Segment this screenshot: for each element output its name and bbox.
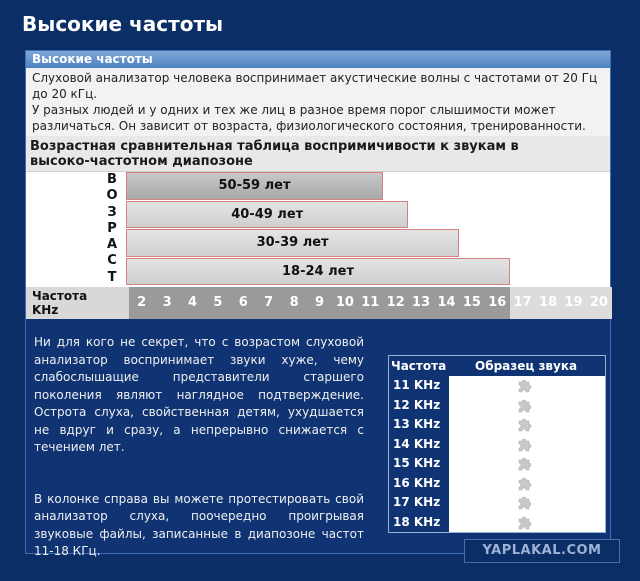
sound-row [389,513,605,533]
puzzle-plugin-icon[interactable] [515,515,533,531]
sound-row-frequency: 18 KHz [393,514,441,529]
chart-title [26,136,610,172]
frequency-tick: 18 [535,287,560,319]
frequency-label-line-2: KHz [32,303,59,317]
age-bar: 18-24 лет [126,258,510,286]
frequency-tick: 11 [358,287,383,319]
age-letter: З [107,204,117,220]
intro-paragraph-2: У разных людей и у одних и тех же лиц в разное время порог слышимости может различаться. Он зависит от возраста, физиологического состояния, тренированности. [32,103,586,133]
sound-row-frequency: 11 KHz [393,378,441,392]
age-bar: 50-59 лет [126,172,383,200]
frequency-tick: 19 [561,287,586,319]
age-letter: С [107,253,117,269]
sound-row-frequency: 12 KHz [393,397,441,412]
frequency-tick: 5 [205,287,230,319]
frequency-tick: 16 [485,287,510,319]
frequency-tick: 15 [459,287,484,319]
sound-row-frequency: 15 KHz [393,456,441,470]
age-axis-label [100,172,124,286]
frequency-tick: 7 [256,287,281,319]
frequency-label-line-1: Частота [32,289,88,303]
frequency-tick: 9 [307,287,332,319]
puzzle-plugin-icon[interactable] [515,456,533,472]
sound-row [389,376,605,396]
age-letter: Р [107,220,117,236]
frequency-tick: 6 [231,287,256,319]
intro-paragraph-1: Слуховой анализатор человека воспринимает акустические волны с частотами от 20 Гц до 20 кГц. [32,71,598,101]
frequency-tick: 10 [332,287,357,319]
puzzle-plugin-icon[interactable] [515,437,533,453]
chart-title-line-1: Возрастная сравнительная таблица воспримичивости к звукам в [30,139,519,154]
sound-row [389,435,605,455]
puzzle-plugin-icon[interactable] [515,476,533,492]
frequency-tick: 12 [383,287,408,319]
age-letter: В [107,172,117,187]
age-frequency-chart [26,136,610,319]
sound-table-col-sample: Образец звука [475,359,578,373]
frequency-axis [26,287,610,319]
sound-row-frequency: 16 KHz [393,475,441,490]
article-text [34,334,364,581]
frequency-tick: 4 [180,287,205,319]
puzzle-plugin-icon[interactable] [515,417,533,433]
puzzle-plugin-icon[interactable] [515,378,533,394]
sound-row [389,415,605,435]
sound-row-frequency: 17 KHz [393,495,441,509]
puzzle-plugin-icon[interactable] [515,398,533,414]
sound-sample-table [388,355,606,533]
sound-table-col-frequency: Частота [391,359,447,373]
frequency-tick: 8 [281,287,306,319]
panel-header: Высокие частоты [26,51,610,68]
sound-row [389,474,605,494]
sound-row [389,493,605,513]
frequency-tick: 13 [408,287,433,319]
article-paragraph-1: Ни для кого не секрет, что с возрастом слуховой анализатор воспринимает звуки хуже, чему слабослышащие представители старшего поколения являют наглядное подтверждение. Острота слуха, свойственная детям, ухудшается не вдруг и сразу, а непрерывно снижается с течением лет. [34,335,364,454]
sound-table-header [389,356,605,376]
chart-title-line-2: высоко-частотном диапозоне [30,154,253,169]
intro-text [26,68,610,136]
frequency-tick: 20 [586,287,611,319]
sound-row-frequency: 13 KHz [393,417,441,431]
frequency-tick: 3 [154,287,179,319]
age-letter: О [106,188,118,204]
frequency-tick: 17 [510,287,535,319]
age-letter: А [106,237,118,253]
age-bar: 40-49 лет [126,201,408,229]
content-panel [25,50,611,558]
frequency-tick: 14 [434,287,459,319]
watermark: YAPLAKAL.COM [464,539,620,563]
sound-row-frequency: 14 KHz [393,436,441,451]
article-paragraph-2: В колонке справа вы можете протестировать свой анализатор слуха, поочередно проигрывая звуковые файлы, записанные в диапозоне частот 11-18 КГц. [34,491,364,558]
puzzle-plugin-icon[interactable] [515,495,533,511]
sound-row [389,454,605,474]
age-letter: Т [107,269,117,285]
frequency-axis-label [32,289,122,317]
page-title: Высокие частоты [22,12,224,36]
sound-row [389,396,605,416]
age-bar: 30-39 лет [126,229,459,257]
frequency-tick: 2 [129,287,154,319]
